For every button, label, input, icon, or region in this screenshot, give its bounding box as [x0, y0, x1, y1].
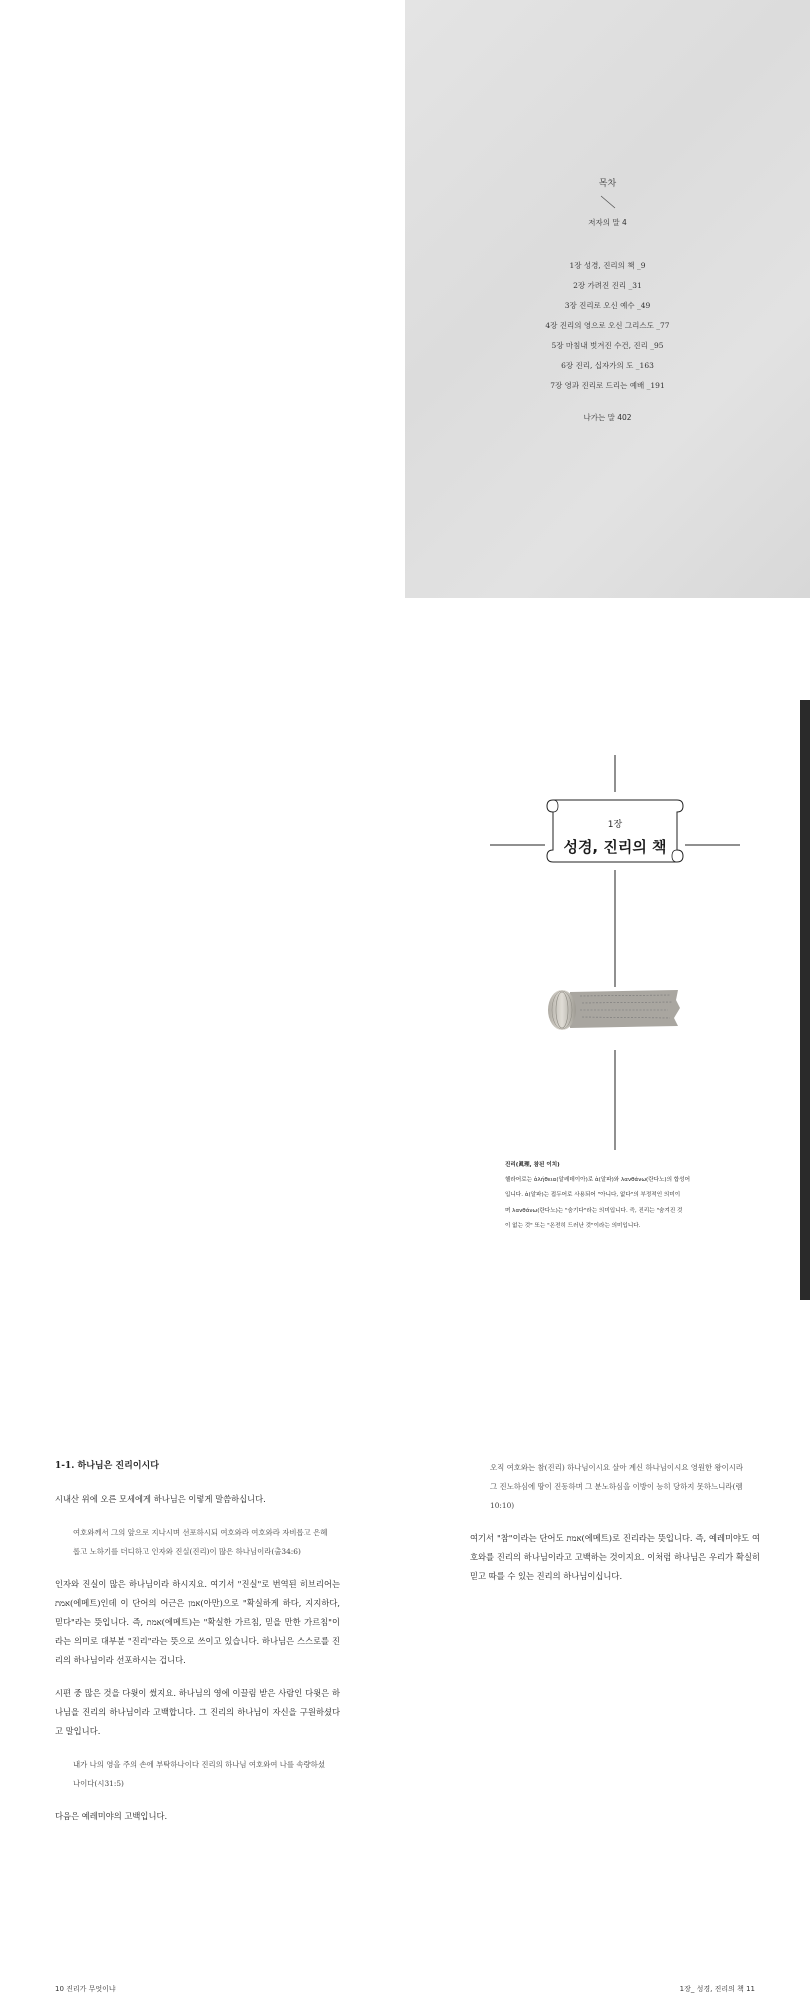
toc-item: 7장 영과 진리로 드리는 예배 _191 — [550, 381, 665, 390]
left-page-footer: 10 진리가 무엇이냐 — [55, 1985, 116, 1993]
toc-preface: 저자의 말 4 — [588, 218, 627, 227]
body-paragraph: 시내산 위에 오른 모세에게 하나님은 이렇게 말씀하십니다. — [55, 1494, 266, 1504]
gloss-line: 헬라어로는 ἀλήθεια(알레데이아)로 ἀ(알파)와 λανθάνω(란다노)의 합성어 — [505, 1177, 690, 1184]
toc-item: 3장 진리로 오신 예수 _49 — [564, 301, 651, 310]
toc-item: 5장 마침내 벗겨진 수건, 진리 _95 — [551, 341, 664, 350]
toc-item: 1장 성경, 진리의 책 _9 — [569, 261, 646, 270]
right-page-body — [470, 1458, 760, 1600]
scripture-quote: 여호와께서 그의 앞으로 지나시며 선포하시되 여호와라 여호와라 자비롭고 은혜롭고 노하기를 더디하고 인자와 진실(진리)이 많은 하나님이라(출34:6) — [73, 1528, 328, 1556]
scripture-quote: 내가 나의 영을 주의 손에 부탁하나이다 진리의 하나님 여호와여 나를 속량하셨나이다(시31:5) — [73, 1760, 325, 1788]
toc-title: 목차 — [598, 179, 617, 189]
term-gloss — [505, 1158, 727, 1234]
scripture-quote: 오직 여호와는 참(진리) 하나님이시요 살아 계신 하나님이시요 영원한 왕이시라 그 진노하심에 땅이 진동하며 그 분노하심을 이방이 능히 당하지 못하느니라(렘10:10) — [490, 1463, 744, 1510]
scroll-frame-icon — [545, 792, 685, 870]
slash-ornament-icon — [599, 195, 617, 209]
toc-item: 2장 가려진 진리 _31 — [573, 281, 642, 290]
body-paragraph: 여기서 "참"이라는 단어도 אמת(에메트)로 진리라는 뜻입니다. 즉, 예레미야도 여호와를 진리의 하나님이라고 고백하는 것이지요. 이처럼 하나님은 우리가 확실히 믿고 따를 수 있는 진리의 하나님이십니다. — [470, 1533, 760, 1581]
gloss-line: 이 없는 것" 또는 "온전히 드러난 것"이라는 의미입니다. — [505, 1222, 641, 1229]
toc-item: 6장 진리, 십자가의 도 _163 — [561, 361, 654, 370]
gloss-line: 입니다. ἀ(알파)는 접두어로 사용되어 "아니다, 없다"의 부정적인 의미이 — [505, 1192, 681, 1199]
toc-list — [405, 256, 810, 396]
body-paragraph: 인자와 진실이 많은 하나님이라 하시지요. 여기서 "진실"로 번역된 히브리어는 אמת(에메트)인데 이 단어의 어근은 אמן(아만)으로 "확실하게 하다, 지지하다, 믿다"라는 뜻입니다. 즉, אמת(에메트)는 "확실한 가르침, 믿을 만한 가르침"이라는 의미로 대부분 "진리"라는 뜻으로 쓰이고 있습니다. 하나님은 스스로를 진리의 하나님이라 선포하시는 겁니다. — [55, 1579, 341, 1665]
left-page-body — [55, 1458, 340, 1840]
body-paragraph: 다음은 예레미야의 고백입니다. — [55, 1811, 168, 1821]
toc-epilogue: 나가는 말 402 — [583, 413, 632, 422]
section-title: 1-1. 하나님은 진리이시다 — [55, 1461, 159, 1471]
ancient-scroll-illustration — [540, 978, 682, 1034]
chapter-number: 1장 — [607, 820, 623, 830]
gloss-line: 며 λανθάνω(란다노)는 "숨기다"라는 의미입니다. 즉, 진리는 "숨겨진 것 — [505, 1207, 683, 1214]
chapter-edge-tab — [800, 700, 810, 1300]
right-page-footer: 1장_ 성경, 진리의 책 11 — [679, 1985, 755, 1993]
toc-content — [405, 176, 810, 423]
table-of-contents-page — [405, 0, 810, 598]
body-paragraph: 시편 중 많은 것을 다윗이 썼지요. 하나님의 영에 이끌림 받은 사람인 다윗은 하나님을 진리의 하나님이라 고백합니다. 그 진리의 하나님이 자신을 구원하셨다고 말입니다. — [55, 1688, 340, 1736]
chapter-title: 성경, 진리의 책 — [563, 838, 667, 856]
toc-item: 4장 진리의 영으로 오신 그리스도 _77 — [545, 321, 670, 330]
gloss-heading: 진리(眞理, 참된 이치) — [505, 1162, 560, 1168]
